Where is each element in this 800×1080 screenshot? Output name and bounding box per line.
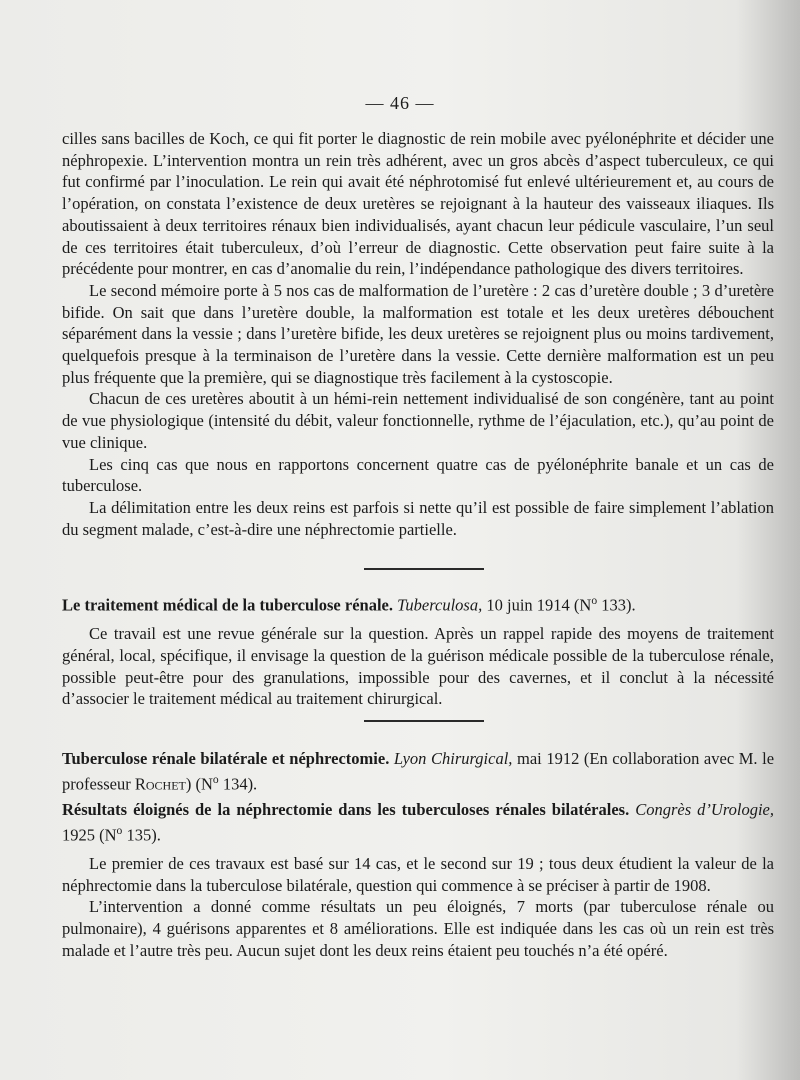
treatment-heading bbox=[62, 591, 774, 616]
intro-paragraph-1: cilles sans bacilles de Koch, ce qui fit porter le diagnostic de rein mobile avec pyélonéphrite et décider une néphropexie. L’intervention montra un rein très adhérent, avec un gros abcès d’aspect tuberculeux, ce qui fut confirmé par l’inoculation. Le rein qui avait été néphrotomisé fut enlevé ultérieurement et, au cours de l’opération, on constata l’existence de deux uretères se rejoignant à la hauteur des vaisseaux iliaques. Ils aboutissaient à deux territoires rénaux bien individualisés, ayant chacun leur pédicule vasculaire, l’un seul de ces territoires était tuberculeux, d’où l’erreur de diagnostic. Cette observation peut faire suite à la précédente pour montrer, en cas d’anomalie du rein, l’indépendance pathologique des divers territoires. bbox=[62, 129, 774, 279]
bilateral-number-1-sup: o bbox=[212, 773, 219, 786]
intro-paragraph-3: Chacun de ces uretères aboutit à un hémi-rein nettement individualisé de son congénère, tant au point de vue physiologique (intensité du débit, valeur fonctionnelle, rythme de l’éjaculation, etc.), qu’au point de vue clinique. bbox=[62, 389, 774, 452]
bilateral-author: Rochet bbox=[134, 774, 186, 794]
bilateral-title-1: Tuberculose rénale bilatérale et néphrectomie. bbox=[62, 749, 390, 768]
intro-paragraph-2: Le second mémoire porte à 5 nos cas de malformation de l’uretère : 2 cas d’uretère double ; 3 d’uretère bifide. On sait que dans l’uretère double, la malformation est totale et les deux uretères débouchent séparément dans la vessie ; dans l’uretère bifide, les deux uretères se rejoignent plus ou moins tardivement, quelquefois presque à la terminaison de l’uretère dans la vessie. Cette dernière malformation est un peu plus fréquente que la première, qui se diagnostique très facilement à la cystoscopie. bbox=[62, 280, 774, 387]
intro-paragraph-4: Les cinq cas que nous en rapportons concernent quatre cas de pyélonéphrite banale et un cas de tuberculose. bbox=[62, 454, 774, 496]
bilateral-journal-2: Congrès d’Urologie, bbox=[635, 799, 774, 819]
bilateral-date-2b: 135). bbox=[122, 825, 161, 845]
section-divider-1 bbox=[364, 568, 484, 570]
intro-section bbox=[62, 128, 774, 540]
bilateral-number-2-sup: o bbox=[116, 824, 123, 837]
bilateral-paragraph-1: Le premier de ces travaux est basé sur 14 cas, et le second sur 19 ; tous deux étudient la valeur de la néphrectomie dans la tuberculose bilatérale, question qui commence à se préciser à partir de 1908. bbox=[62, 853, 774, 895]
treatment-title: Le traitement médical de la tuberculose rénale. bbox=[62, 595, 393, 615]
treatment-journal: Tuberculosa, bbox=[397, 595, 483, 615]
bilateral-date-1: mai 1912 (En collaboration avec M. le professeur bbox=[62, 749, 775, 794]
bilateral-heading-2 bbox=[62, 799, 774, 846]
bilateral-section bbox=[62, 748, 774, 961]
bilateral-title-2: Résultats éloignés de la néphrectomie dans les tuberculoses rénales bilatérales. bbox=[62, 799, 630, 819]
section-divider-2 bbox=[364, 720, 484, 722]
bilateral-number-1b: 134). bbox=[218, 774, 258, 794]
page-number: — 46 — bbox=[365, 93, 435, 113]
intro-paragraph-5: La délimitation entre les deux reins est parfois si nette qu’il est possible de faire simplement l’ablation du segment malade, c’est-à-dire une néphrectomie partielle. bbox=[62, 497, 774, 539]
treatment-date: 10 juin 1914 (N bbox=[486, 595, 592, 615]
bilateral-number-1a: ) (N bbox=[185, 774, 213, 794]
bilateral-paragraph-2: L’intervention a donné comme résultats un peu éloignés, 7 morts (par tuberculose rénale ou pulmonaire), 4 guérisons apparentes et 8 améliorations. Elle est indiquée dans les cas où un rein est très malade et l’autre très peu. Aucun sujet dont les deux reins étaient peu touchés n’a été opéré. bbox=[62, 897, 774, 960]
treatment-section bbox=[62, 591, 774, 710]
treatment-body: Ce travail est une revue générale sur la question. Après un rappel rapide des moyens de traitement général, local, spécifique, il envisage la question de la guérison médicale possible de la tuberculose rénale, possible peut-être pour des granulations, impossible pour des cavernes, et il conclut à la nécessité d’associer le traitement médical au traitement chirurgical. bbox=[62, 624, 774, 709]
bilateral-date-2a: 1925 (N bbox=[62, 825, 117, 845]
bilateral-heading-1 bbox=[62, 748, 774, 795]
bilateral-journal-1: Lyon Chirurgical, bbox=[393, 749, 513, 768]
treatment-number: 133). bbox=[597, 595, 636, 615]
treatment-number-sup: o bbox=[591, 595, 598, 607]
